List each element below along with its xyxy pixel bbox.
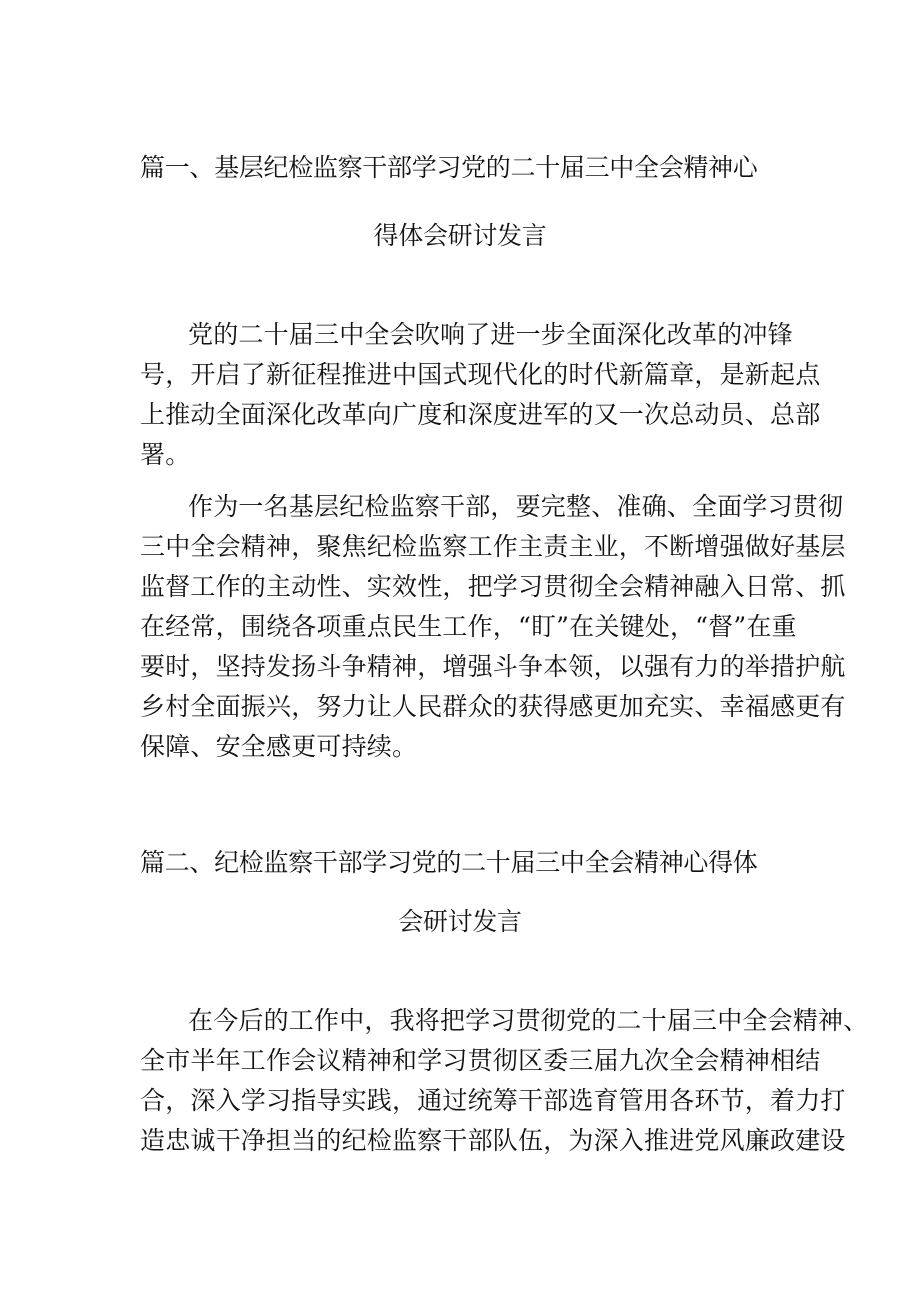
section2-title-line1: 篇二、纪检监察干部学习党的二十届三中全会精神心得体 [140, 848, 758, 877]
section2-title-line2: 会研讨发言 [398, 907, 522, 936]
paragraph-line: 在今后的工作中，我将把学习贯彻党的二十届三中全会精神、 [188, 1006, 869, 1035]
section1-title-line1: 篇一、基层纪检监察干部学习党的二十届三中全会精神心 [140, 153, 758, 182]
paragraph-line: 保障、安全感更可持续。 [140, 732, 418, 761]
paragraph-line: 造忠诚干净担当的纪检监察干部队伍，为深入推进党风廉政建设 [140, 1126, 846, 1155]
paragraph-line: 要时，坚持发扬斗争精神，增强斗争本领，以强有力的举措护航 [140, 652, 846, 681]
section1-paragraph-2 [140, 487, 846, 767]
section2-paragraph-1 [140, 1001, 869, 1161]
paragraph-line: 号，开启了新征程推进中国式现代化的时代新篇章，是新起点 [140, 360, 821, 389]
section1-title-line2: 得体会研讨发言 [373, 221, 547, 250]
section1-paragraph-1 [140, 315, 821, 475]
paragraph-line: 全市半年工作会议精神和学习贯彻区委三届九次全会精神相结 [140, 1046, 821, 1075]
paragraph-line: 监督工作的主动性、实效性，把学习贯彻全会精神融入日常、抓 [140, 572, 846, 601]
paragraph-line: 署。 [140, 440, 191, 469]
paragraph-line: 在经常，围绕各项重点民生工作，“盯”在关键处，“督”在重 [140, 612, 797, 641]
paragraph-line: 作为一名基层纪检监察干部，要完整、准确、全面学习贯彻 [188, 492, 844, 521]
paragraph-line: 合，深入学习指导实践，通过统筹干部选育管用各环节，着力打 [140, 1086, 846, 1115]
paragraph-line: 党的二十届三中全会吹响了进一步全面深化改革的冲锋 [188, 320, 793, 349]
paragraph-line: 三中全会精神，聚焦纪检监察工作主责主业，不断增强做好基层 [140, 532, 846, 561]
paragraph-line: 上推动全面深化改革向广度和深度进军的又一次总动员、总部 [140, 400, 821, 429]
paragraph-line: 乡村全面振兴，努力让人民群众的获得感更加充实、幸福感更有 [140, 692, 846, 721]
